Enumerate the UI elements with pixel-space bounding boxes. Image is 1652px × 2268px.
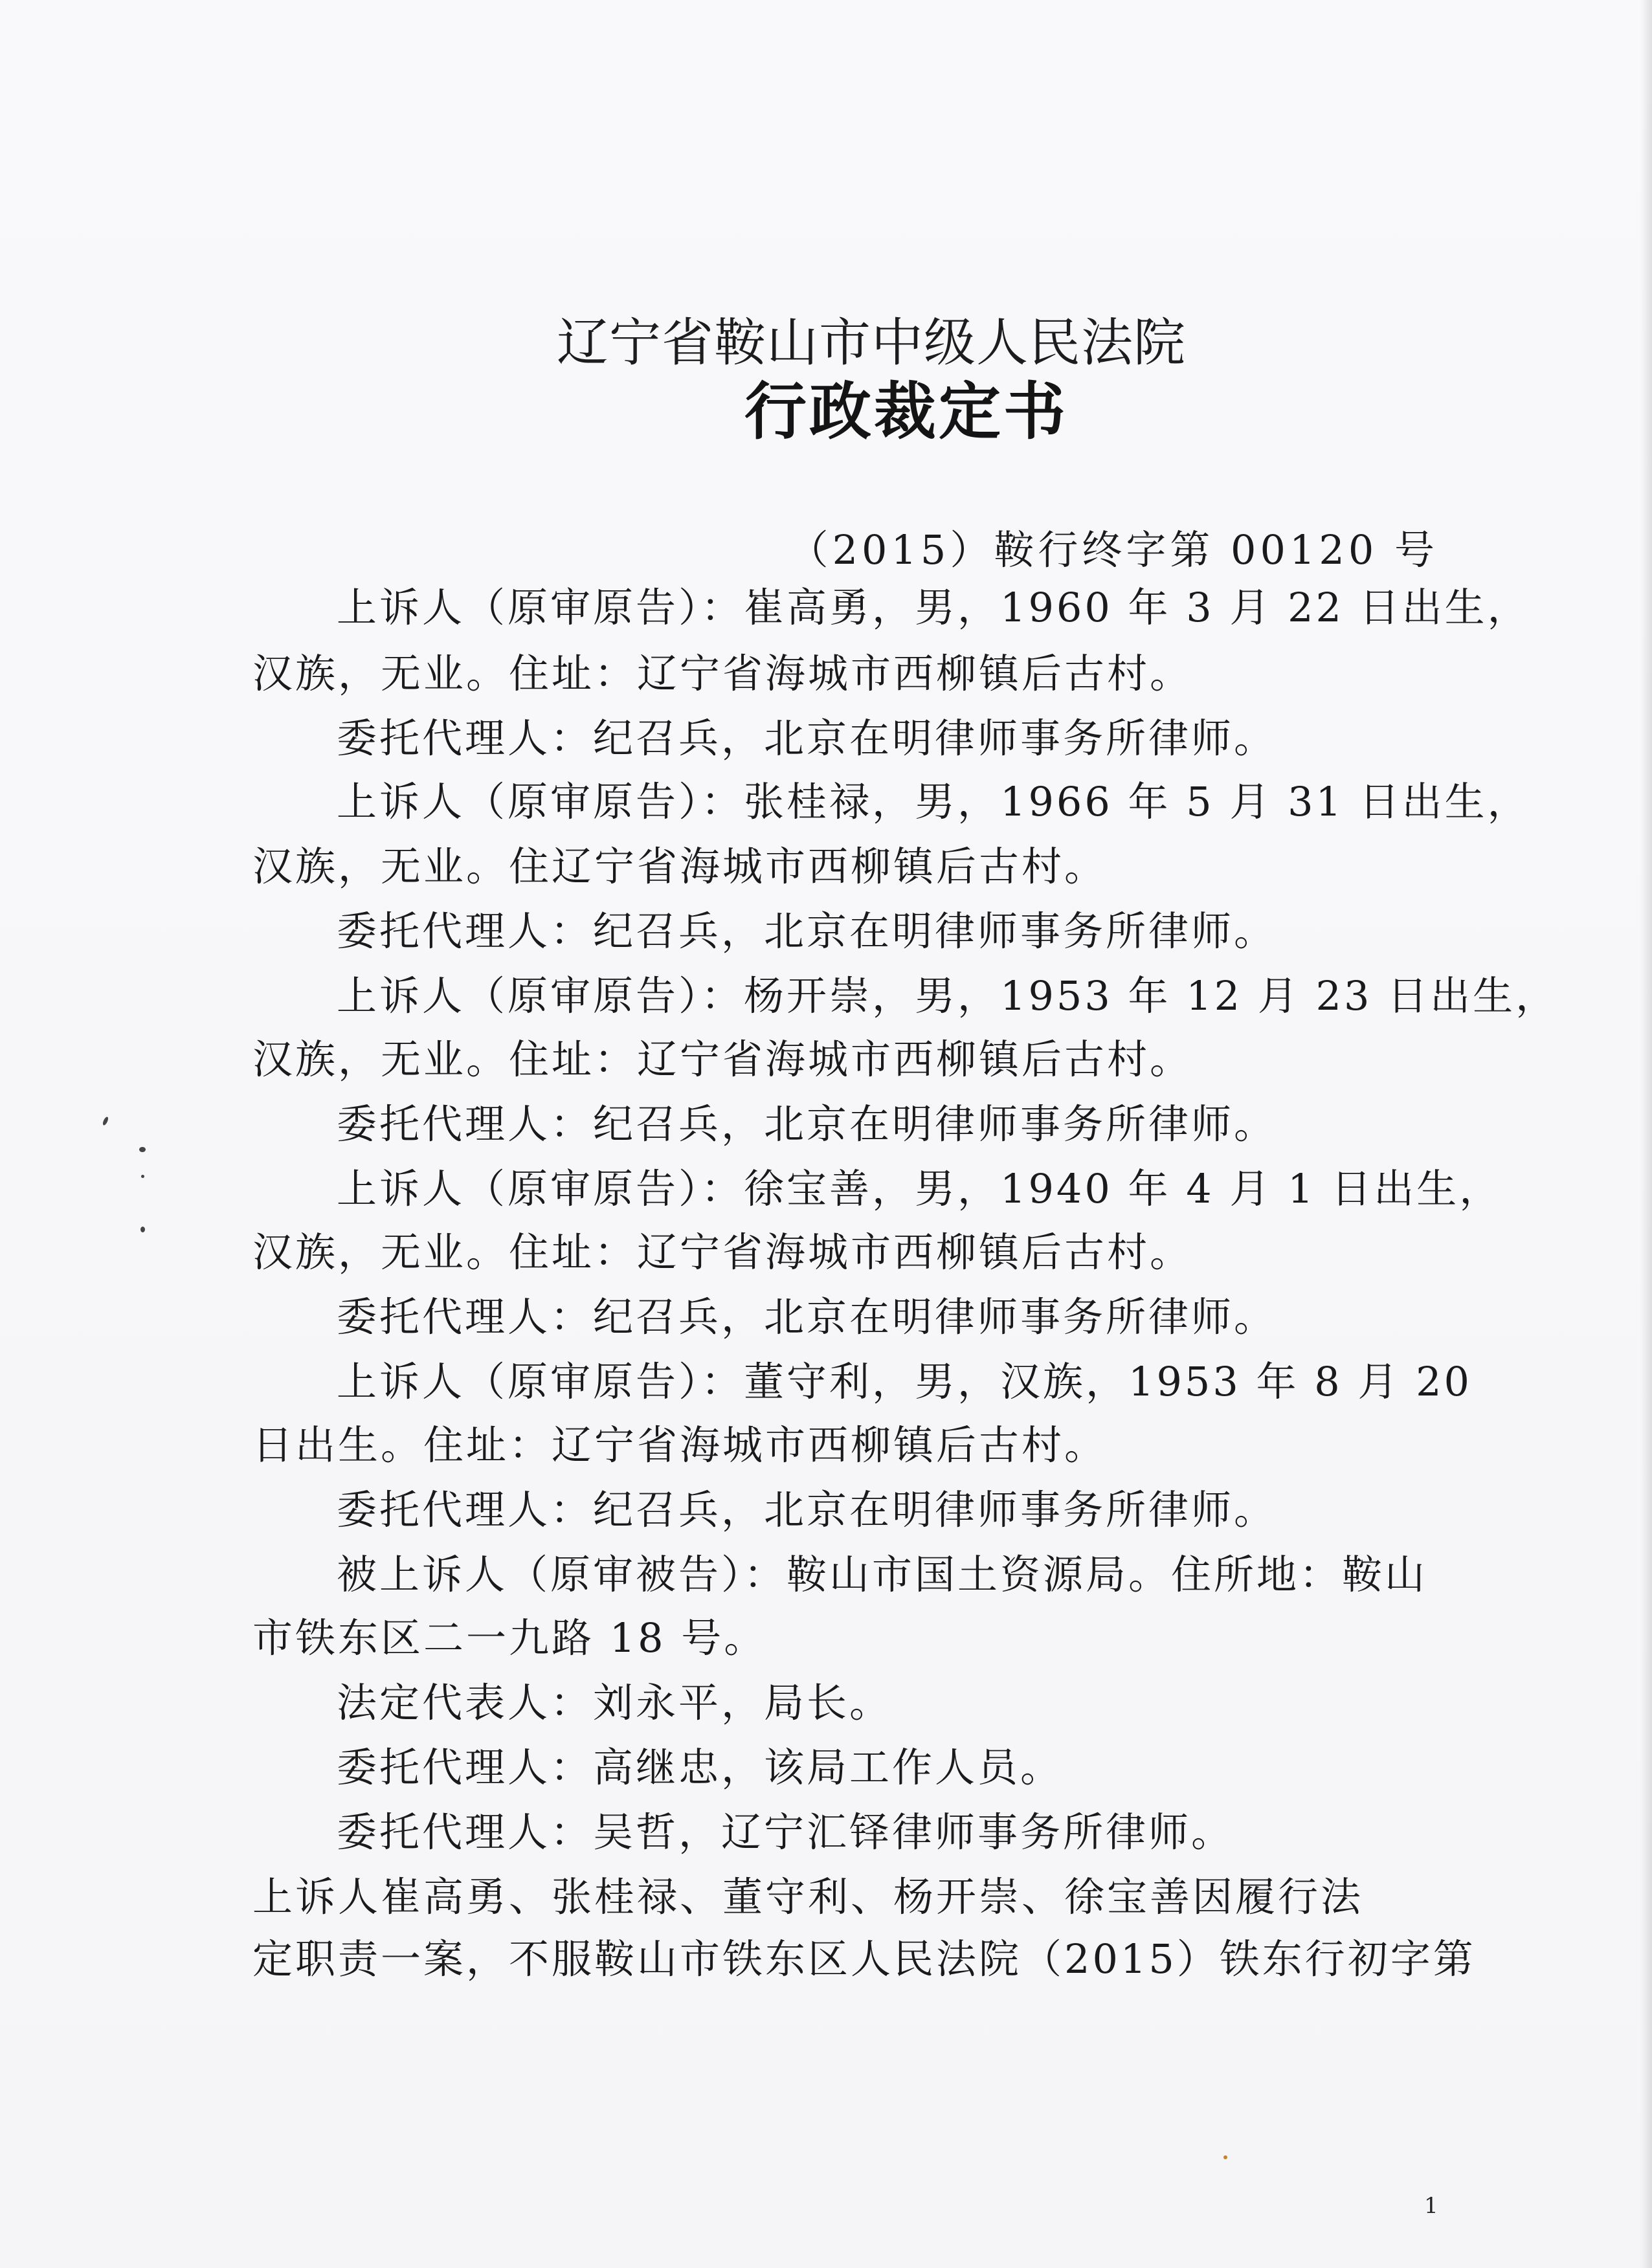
scan-speck	[1223, 2155, 1227, 2159]
scan-speck	[141, 1175, 144, 1178]
case-summary-line: 定职责一案，不服鞍山市铁东区人民法院（2015）铁东行初字第	[252, 1935, 1476, 1983]
scan-speck	[102, 1116, 109, 1126]
agent-line: 委托代理人：纪召兵，北京在明律师事务所律师。	[337, 907, 1277, 955]
agent-line: 委托代理人：纪召兵，北京在明律师事务所律师。	[337, 1100, 1277, 1148]
scan-speck	[140, 1227, 145, 1232]
respondent-line: 市铁东区二一九路 18 号。	[252, 1614, 767, 1662]
party-line: 汉族，无业。住辽宁省海城市西柳镇后古村。	[252, 843, 1108, 890]
party-line: 上诉人（原审原告）：杨开崇，男，1953 年 12 月 23 日出生，	[337, 972, 1559, 1019]
respondent-line: 被上诉人（原审被告）：鞍山市国土资源局。住所地：鞍山	[337, 1551, 1428, 1598]
party-line: 上诉人（原审原告）：崔高勇，男，1960 年 3 月 22 日出生，	[337, 584, 1530, 631]
agent-line: 委托代理人：高继忠，该局工作人员。	[337, 1744, 1064, 1791]
party-line: 汉族，无业。住址：辽宁省海城市西柳镇后古村。	[252, 650, 1193, 697]
party-line: 汉族，无业。住址：辽宁省海城市西柳镇后古村。	[252, 1036, 1193, 1083]
scan-edge-shadow	[1640, 0, 1652, 2268]
representative-line: 法定代表人：刘永平，局长。	[337, 1679, 893, 1726]
agent-line: 委托代理人：吴哲，辽宁汇铎律师事务所律师。	[337, 1808, 1234, 1856]
party-line: 日出生。住址：辽宁省海城市西柳镇后古村。	[252, 1421, 1108, 1469]
page-number: 1	[1424, 2193, 1438, 2219]
case-summary-line: 上诉人崔高勇、张桂禄、董守利、杨开崇、徐宝善因履行法	[252, 1873, 1364, 1920]
agent-line: 委托代理人：纪召兵，北京在明律师事务所律师。	[337, 1293, 1277, 1340]
party-line: 上诉人（原审原告）：张桂禄，男，1966 年 5 月 31 日出生，	[337, 778, 1530, 825]
agent-line: 委托代理人：纪召兵，北京在明律师事务所律师。	[337, 715, 1277, 762]
court-name: 辽宁省鞍山市中级人民法院	[557, 313, 1186, 373]
party-line: 上诉人（原审原告）：董守利，男，汉族，1953 年 8 月 20	[337, 1358, 1472, 1405]
agent-line: 委托代理人：纪召兵，北京在明律师事务所律师。	[337, 1486, 1277, 1533]
document-title: 行政裁定书	[744, 375, 1068, 448]
party-line: 上诉人（原审原告）：徐宝善，男，1940 年 4 月 1 日出生，	[337, 1165, 1502, 1212]
party-line: 汉族，无业。住址：辽宁省海城市西柳镇后古村。	[252, 1228, 1193, 1276]
scan-speck	[139, 1147, 146, 1152]
case-number: （2015）鞍行终字第 00120 号	[788, 526, 1438, 573]
